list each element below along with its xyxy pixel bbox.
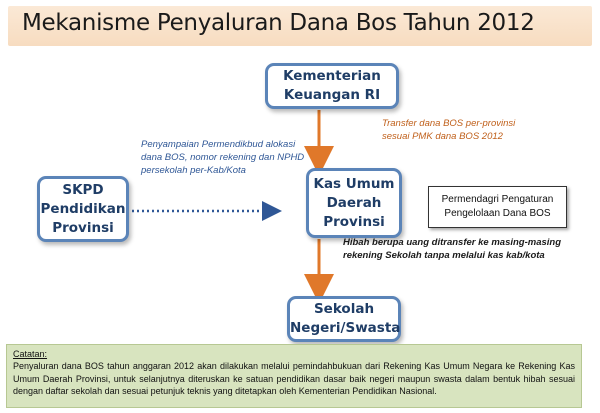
annotation-transfer [382, 117, 515, 143]
node-kasumum-line-2: Daerah [326, 194, 382, 211]
node-sekolah-line-1: Sekolah [313, 301, 375, 317]
node-sekolah-line-2: Negeri/Swasta [290, 320, 401, 336]
node-kasumum-line-3: Provinsi [323, 213, 385, 230]
annotation-penyampaian-line-1: Penyampaian Permendikbud alokasi [141, 139, 296, 150]
node-skpd-pendidikan [37, 176, 129, 242]
catatan-body: Penyaluran dana BOS tahun anggaran 2012 akan dilakukan melalui pemindahbukuan dari Rekening Kas Umum Negara ke Rekening Kas Umum Daerah Provinsi, untuk selanjutnya diteruskan ke satuan pendidikan dasar baik negeri maupun swasta dalam bentuk hibah sesuai dengan daftar sekolah dan sesuai petunjuk teknis yang ditetapkan oleh Kementerian Pendidikan Nasional. [13, 361, 575, 397]
node-skpd-line-2: Pendidikan [40, 200, 126, 217]
annotation-penyampaian-line-3: persekolah per-Kab/Kota [141, 165, 246, 176]
node-skpd-line-1: SKPD [62, 181, 104, 198]
annotation-hibah-line-2: rekening Sekolah tanpa melalui kas kab/kota [343, 250, 545, 261]
annotation-transfer-line-2: sesuai PMK dana BOS 2012 [382, 131, 503, 142]
annotation-hibah-line-1: Hibah berupa uang ditransfer ke masing-masing [343, 237, 562, 248]
annotation-penyampaian [141, 138, 304, 177]
annotation-penyampaian-line-2: dana BOS, nomor rekening dan NPHD [141, 152, 305, 163]
node-kas-umum-daerah [306, 168, 402, 238]
callout-permendagri-line-1: Permendagri Pengaturan [441, 194, 554, 205]
annotation-hibah [343, 236, 561, 262]
node-kementerian-line-1: Kementerian [283, 68, 381, 84]
node-sekolah [287, 296, 401, 342]
node-kementerian-line-2: Keuangan RI [283, 87, 381, 103]
annotation-transfer-line-1: Transfer dana BOS per-provinsi [382, 118, 516, 129]
catatan-heading: Catatan: [13, 349, 48, 359]
page-title: Mekanisme Penyaluran Dana Bos Tahun 2012 [22, 10, 535, 36]
catatan-note-box [6, 344, 582, 408]
node-kementerian-keuangan [265, 63, 399, 109]
callout-permendagri [428, 186, 567, 228]
callout-permendagri-line-2: Pengelolaan Dana BOS [444, 208, 551, 219]
node-skpd-line-3: Provinsi [52, 219, 114, 236]
node-kasumum-line-1: Kas Umum [313, 175, 395, 192]
